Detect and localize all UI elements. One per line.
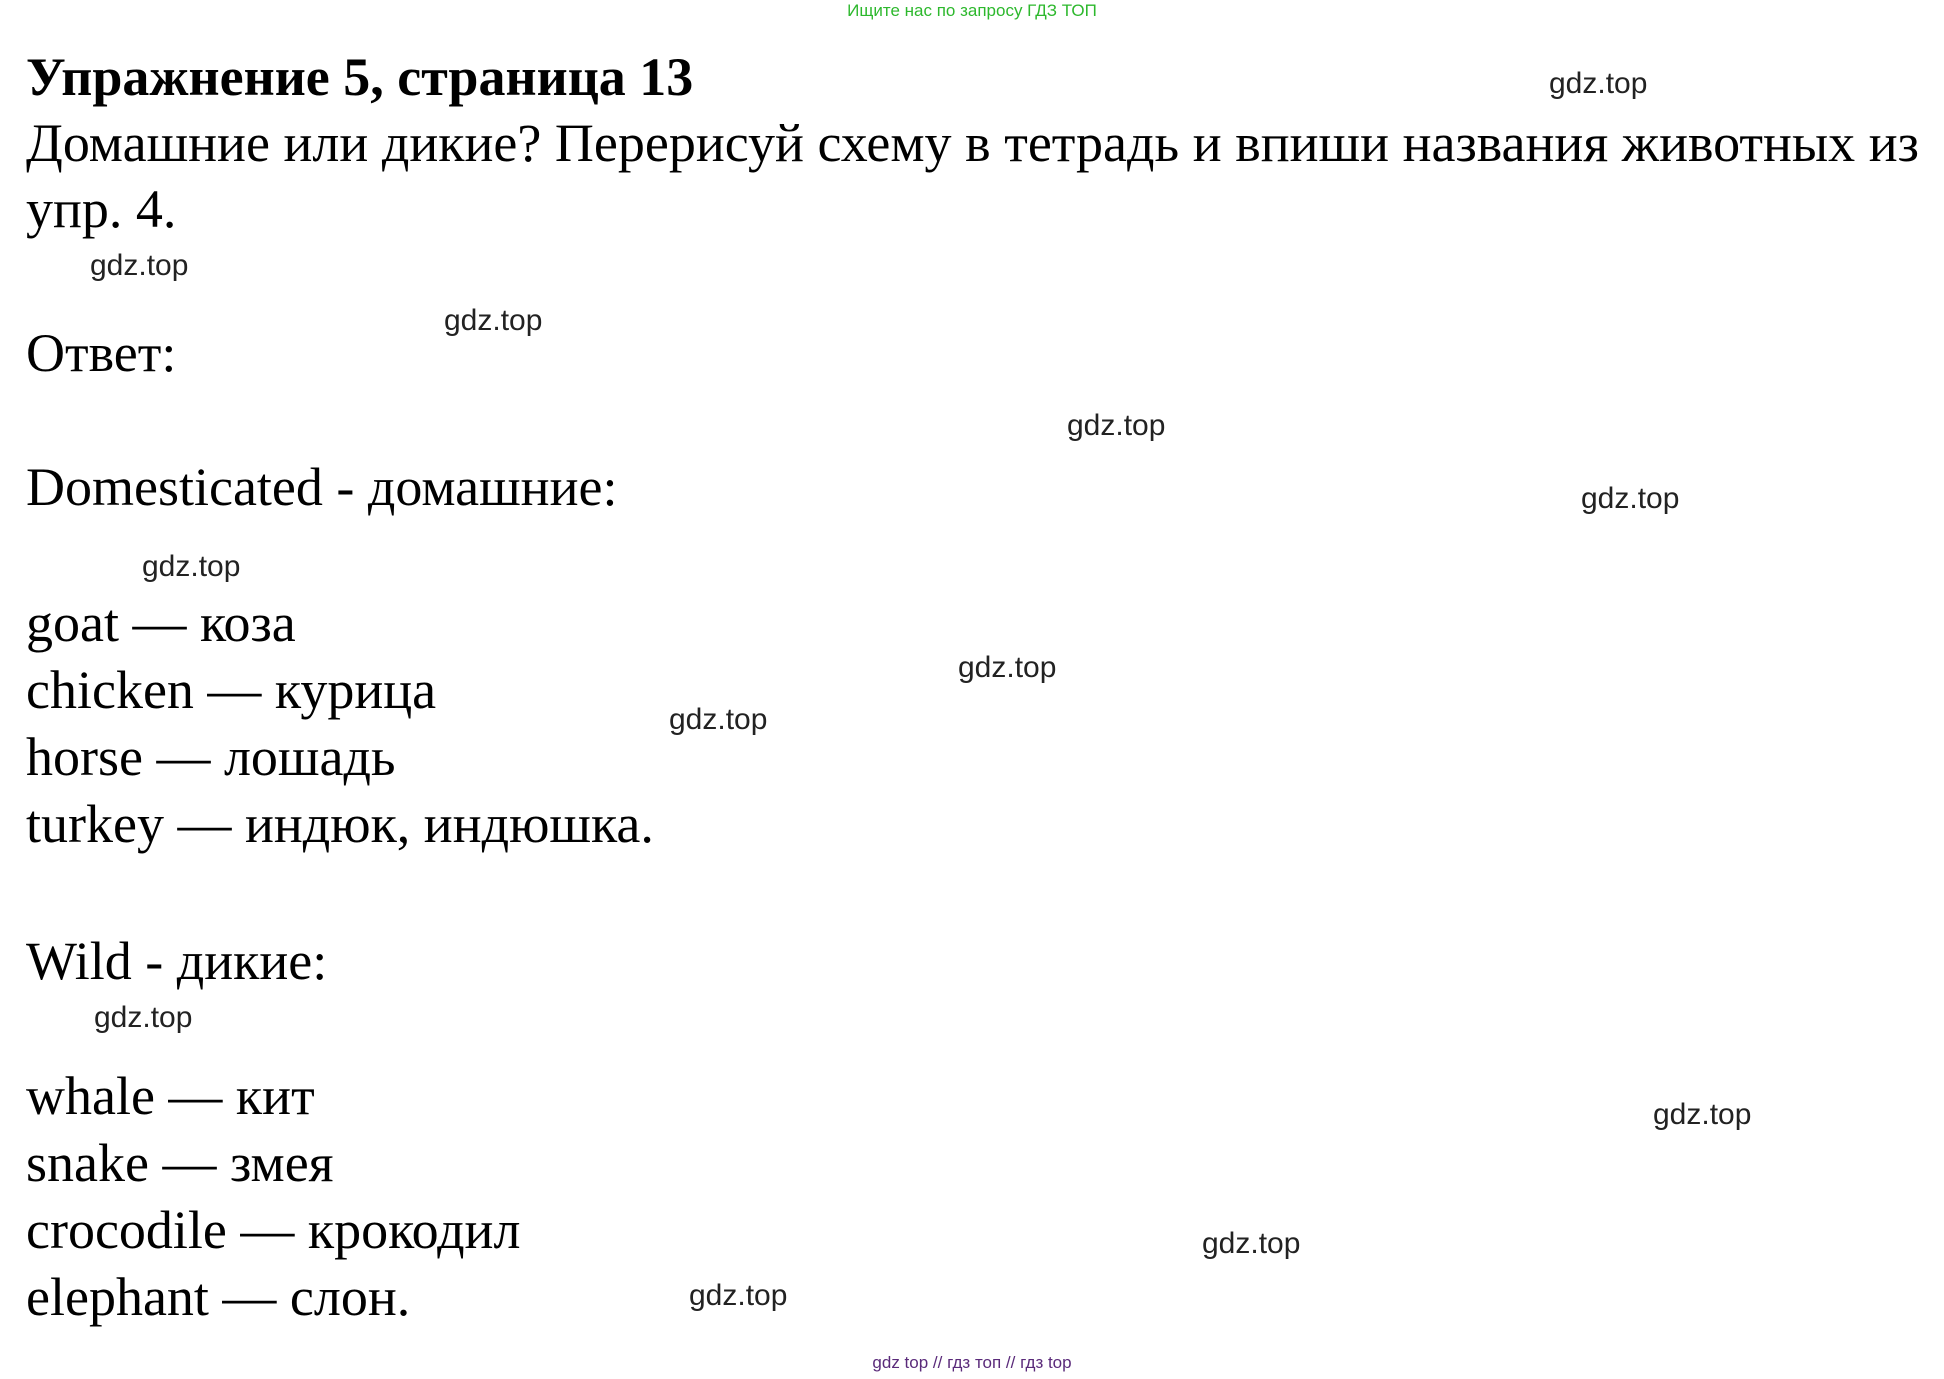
footer-banner: gdz top // гдз топ // гдз top: [872, 1353, 1072, 1372]
list-item: snake — змея: [26, 1133, 334, 1193]
watermark: gdz.top: [689, 1279, 788, 1312]
watermark: gdz.top: [1653, 1098, 1752, 1131]
watermark: gdz.top: [94, 1001, 193, 1034]
list-item: turkey — индюк, индюшка.: [26, 794, 654, 854]
answer-label: Ответ:: [26, 323, 177, 383]
list-item: goat — коза: [26, 593, 296, 653]
watermark: gdz.top: [1067, 409, 1166, 442]
task-text: Домашние или дикие? Перерисуй схему в тетрадь и впиши названия животных из упр. 4.: [26, 113, 1919, 239]
domesticated-list: [26, 590, 654, 858]
wild-heading: Wild - дикие:: [26, 931, 328, 991]
domesticated-heading: Domesticated - домашние:: [26, 457, 618, 517]
list-item: chicken — курица: [26, 660, 437, 720]
list-item: crocodile — крокодил: [26, 1200, 521, 1260]
list-item: elephant — слон.: [26, 1267, 411, 1327]
search-hint-banner: Ищите нас по запросу ГДЗ ТОП: [847, 1, 1097, 20]
watermark: gdz.top: [142, 550, 241, 583]
watermark: gdz.top: [1202, 1227, 1301, 1260]
watermark: gdz.top: [1549, 67, 1648, 100]
watermark: gdz.top: [444, 304, 543, 337]
watermark: gdz.top: [90, 249, 189, 282]
watermark: gdz.top: [958, 651, 1057, 684]
watermark: gdz.top: [1581, 482, 1680, 515]
page-title: Упражнение 5, страница 13: [26, 47, 694, 107]
list-item: horse — лошадь: [26, 727, 396, 787]
watermark: gdz.top: [669, 703, 768, 736]
wild-list: [26, 1063, 520, 1331]
list-item: whale — кит: [26, 1066, 315, 1126]
